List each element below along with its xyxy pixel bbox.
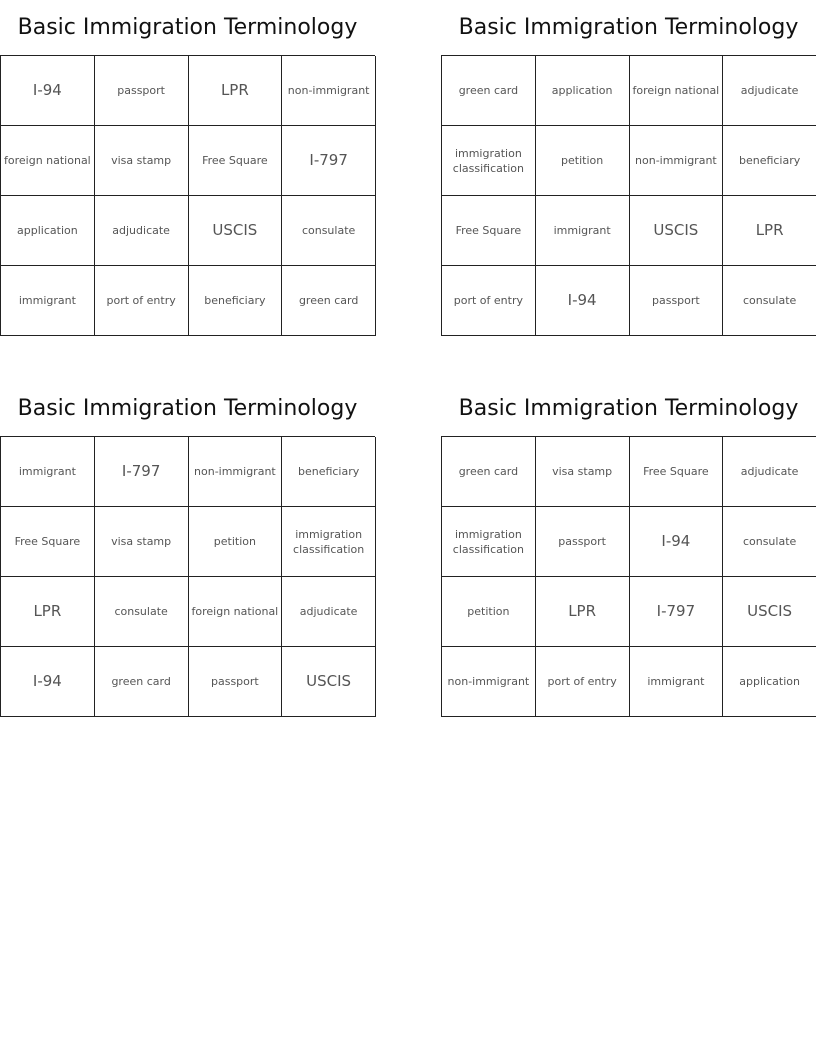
- bingo-cell: passport: [536, 507, 630, 577]
- bingo-cell: non-immigrant: [442, 647, 536, 717]
- bingo-cell: port of entry: [442, 266, 536, 336]
- bingo-cell: foreign national: [189, 577, 283, 647]
- bingo-cell: non-immigrant: [630, 126, 724, 196]
- bingo-cell: immigration classification: [442, 507, 536, 577]
- bingo-card: [441, 0, 816, 336]
- bingo-cell: non-immigrant: [189, 437, 283, 507]
- bingo-cell: green card: [282, 266, 376, 336]
- bingo-cell: immigrant: [1, 437, 95, 507]
- bingo-cell: consulate: [95, 577, 189, 647]
- bingo-cell: immigrant: [536, 196, 630, 266]
- bingo-cell: adjudicate: [95, 196, 189, 266]
- bingo-cell: Free Square: [442, 196, 536, 266]
- bingo-grid: [441, 436, 816, 717]
- bingo-grid: [441, 55, 816, 336]
- bingo-cell: application: [536, 56, 630, 126]
- bingo-cell: visa stamp: [536, 437, 630, 507]
- bingo-cell: petition: [189, 507, 283, 577]
- bingo-cell: USCIS: [723, 577, 816, 647]
- bingo-cell: green card: [442, 56, 536, 126]
- bingo-cell: petition: [536, 126, 630, 196]
- bingo-cell: visa stamp: [95, 126, 189, 196]
- bingo-cell: LPR: [189, 56, 283, 126]
- bingo-card: [441, 381, 816, 717]
- bingo-cell: adjudicate: [723, 56, 816, 126]
- bingo-cell: I-797: [95, 437, 189, 507]
- card-title: Basic Immigration Terminology: [17, 396, 358, 421]
- bingo-card: [0, 381, 375, 717]
- bingo-cell: consulate: [723, 507, 816, 577]
- bingo-cell: consulate: [723, 266, 816, 336]
- bingo-cell: immigrant: [1, 266, 95, 336]
- bingo-cell: I-797: [282, 126, 376, 196]
- bingo-cell: application: [1, 196, 95, 266]
- bingo-cell: beneficiary: [189, 266, 283, 336]
- card-title: Basic Immigration Terminology: [458, 15, 799, 40]
- bingo-cell: USCIS: [282, 647, 376, 717]
- bingo-cell: petition: [442, 577, 536, 647]
- bingo-grid: [0, 436, 375, 717]
- bingo-cell: foreign national: [1, 126, 95, 196]
- bingo-card: [0, 0, 375, 336]
- bingo-cell: consulate: [282, 196, 376, 266]
- bingo-cell: passport: [189, 647, 283, 717]
- bingo-cell: USCIS: [630, 196, 724, 266]
- bingo-cell: beneficiary: [282, 437, 376, 507]
- bingo-cell: I-94: [1, 56, 95, 126]
- bingo-cell: USCIS: [189, 196, 283, 266]
- bingo-cell: Free Square: [189, 126, 283, 196]
- bingo-cell: port of entry: [95, 266, 189, 336]
- bingo-cell: passport: [630, 266, 724, 336]
- bingo-cell: I-797: [630, 577, 724, 647]
- bingo-cell: adjudicate: [723, 437, 816, 507]
- card-title: Basic Immigration Terminology: [458, 396, 799, 421]
- bingo-cell: immigration classification: [282, 507, 376, 577]
- bingo-grid: [0, 55, 375, 336]
- bingo-cell: I-94: [536, 266, 630, 336]
- bingo-cell: Free Square: [1, 507, 95, 577]
- bingo-cell: Free Square: [630, 437, 724, 507]
- card-title: Basic Immigration Terminology: [17, 15, 358, 40]
- bingo-cell: adjudicate: [282, 577, 376, 647]
- bingo-cell: LPR: [723, 196, 816, 266]
- bingo-cell: port of entry: [536, 647, 630, 717]
- bingo-cell: visa stamp: [95, 507, 189, 577]
- bingo-cell: foreign national: [630, 56, 724, 126]
- bingo-cell: beneficiary: [723, 126, 816, 196]
- bingo-cell: I-94: [1, 647, 95, 717]
- bingo-cell: immigrant: [630, 647, 724, 717]
- bingo-cell: green card: [442, 437, 536, 507]
- bingo-cell: LPR: [1, 577, 95, 647]
- bingo-cell: LPR: [536, 577, 630, 647]
- bingo-cell: application: [723, 647, 816, 717]
- bingo-cell: non-immigrant: [282, 56, 376, 126]
- bingo-cell: immigration classification: [442, 126, 536, 196]
- bingo-cell: passport: [95, 56, 189, 126]
- bingo-cell: green card: [95, 647, 189, 717]
- bingo-cell: I-94: [630, 507, 724, 577]
